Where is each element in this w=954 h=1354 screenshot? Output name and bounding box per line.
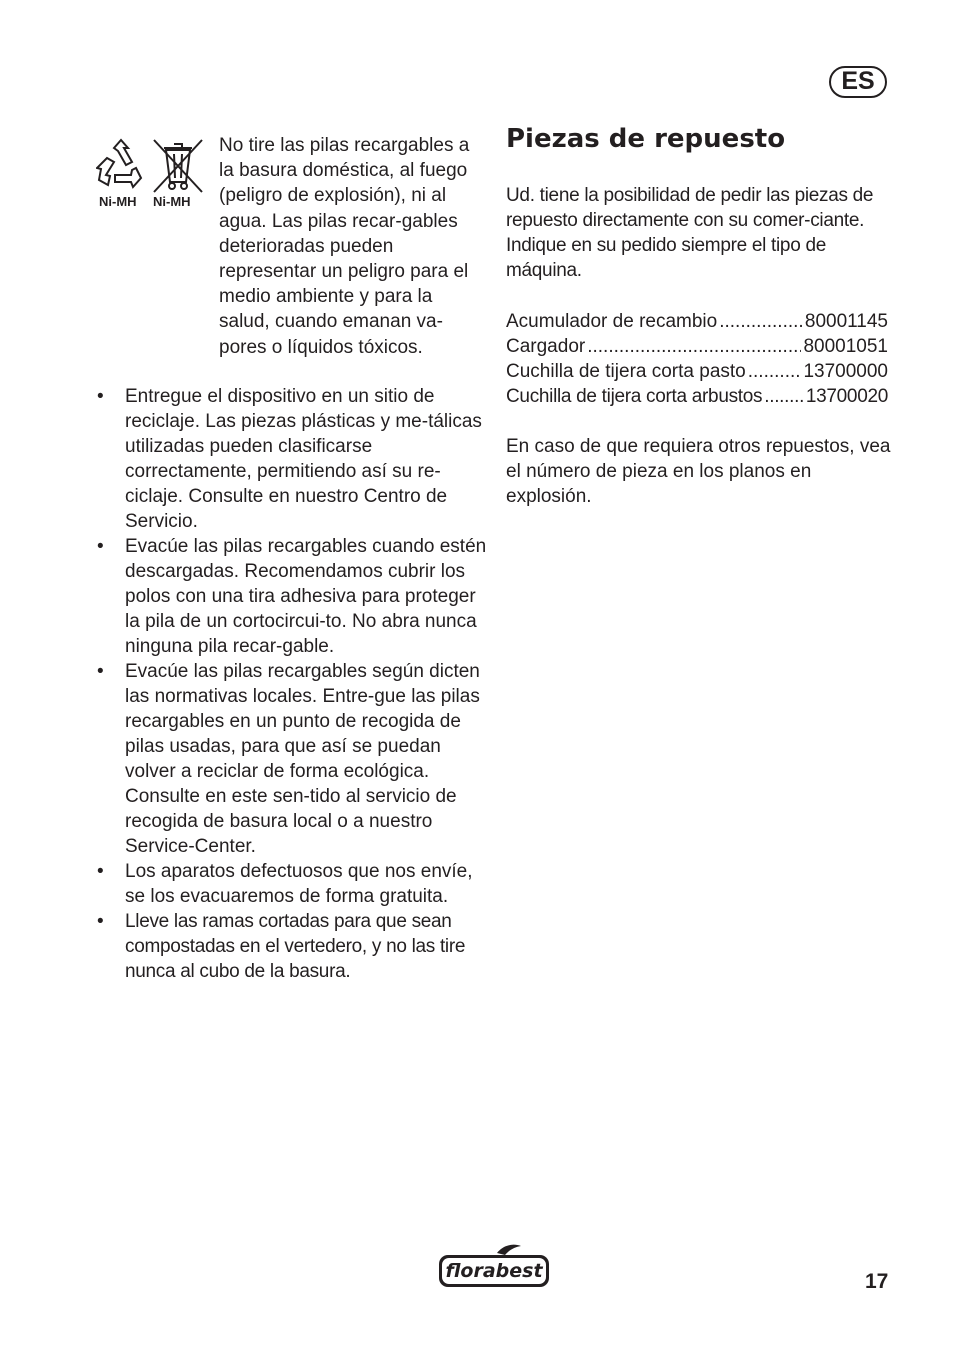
spare-parts-list — [506, 309, 888, 409]
part-name: Cargador — [506, 336, 586, 357]
leader-dots — [587, 334, 801, 359]
disposal-bullet-list — [97, 384, 489, 984]
leader-dots — [764, 384, 804, 409]
list-item: • Evacúe las pilas recargables según dicten las normativas locales. Entre-gue las pilas recargables en un punto de recogida de pilas usadas, para que así se puedan volver a reciclar de forma ecológica. Consulte en este sen-tido al servicio de recogida de basura local o a nuestro Service-Center. — [97, 661, 480, 857]
list-item: • Evacúe las pilas recargables cuando estén descargadas. Recomendamos cubrir los polos con una tira adhesiva para proteger la pila de un cortocircui-to. No abra nunca ninguna pila recar-gable. — [97, 536, 487, 657]
spare-parts-intro: Ud. tiene la posibilidad de pedir las piezas de repuesto directamente con su comer-ciante. Indique en su pedido siempre el tipo de máquina. — [506, 185, 874, 281]
part-name: Cuchilla de tijera corta pasto — [506, 361, 746, 382]
battery-type-label: Ni-MH — [153, 194, 191, 209]
battery-disposal-icons — [96, 138, 206, 218]
recycle-icon — [96, 138, 146, 192]
part-number: 80001051 — [803, 336, 888, 357]
language-badge: ES — [829, 66, 887, 98]
crossed-bin-icon — [152, 138, 204, 194]
spare-part-row — [506, 359, 888, 384]
other-parts-note: En caso de que requiera otros repuestos, vea el número de pieza en los planos en explosión. — [506, 436, 891, 507]
section-title: Piezas de repuesto — [506, 124, 786, 154]
battery-type-label: Ni-MH — [99, 194, 137, 209]
part-name: Cuchilla de tijera corta arbustos — [506, 386, 763, 407]
svg-text:florabest: florabest — [445, 1260, 543, 1282]
florabest-logo — [437, 1243, 551, 1289]
spare-part-row — [506, 384, 888, 409]
part-number: 80001145 — [804, 311, 888, 332]
bullet-text: Evacúe las pilas recargables cuando estén descargadas. Recomendamos cubrir los polos con una tira adhesiva para proteger la pila de un cortocircui-to. No abra nunca ninguna pila recar-gable. — [125, 536, 487, 657]
list-item: • Los aparatos defectuosos que nos envíe, se los evacuaremos de forma gratuita. — [97, 861, 473, 907]
part-number: 13700020 — [805, 386, 888, 407]
bullet-text: Los aparatos defectuosos que nos envíe, se los evacuaremos de forma gratuita. — [125, 861, 473, 907]
list-item: • Entregue el dispositivo en un sitio de reciclaje. Las piezas plásticas y me-tálicas utilizadas pueden clasificarse correctamente, permitiendo así su re-ciclaje. Consulte en nuestro Centro de Servicio. — [97, 386, 482, 532]
battery-warning-text: No tire las pilas recargables a la basura doméstica, al fuego (peligro de explosión), ni al agua. Las pilas recar-gables deterioradas pueden representar un peligro para el medio ambiente y para la salud, cuando emanan va-pores o líquidos tóxicos. — [219, 135, 470, 358]
bullet-text: Lleve las ramas cortadas para que sean compostadas en el vertedero, y no las tire nunca al cubo de la basura. — [125, 911, 466, 982]
list-item: • Lleve las ramas cortadas para que sean compostadas en el vertedero, y no las tire nunca al cubo de la basura. — [97, 911, 466, 982]
bullet-text: Entregue el dispositivo en un sitio de reciclaje. Las piezas plásticas y me-tálicas utilizadas pueden clasificarse correctamente, permitiendo así su re-ciclaje. Consulte en nuestro Centro de Servicio. — [125, 386, 482, 532]
part-name: Acumulador de recambio — [506, 311, 718, 332]
leader-dots — [748, 359, 802, 384]
spare-part-row — [506, 309, 888, 334]
spare-part-row — [506, 334, 888, 359]
part-number: 13700000 — [803, 361, 888, 382]
bullet-text: Evacúe las pilas recargables según dicten las normativas locales. Entre-gue las pilas recargables en un punto de recogida de pilas usadas, para que así se puedan volver a reciclar de forma ecológica. Consulte en este sen-tido al servicio de recogida de basura local o a nuestro Service-Center. — [125, 661, 480, 857]
page-number: 17 — [865, 1270, 889, 1293]
leader-dots — [719, 309, 803, 334]
